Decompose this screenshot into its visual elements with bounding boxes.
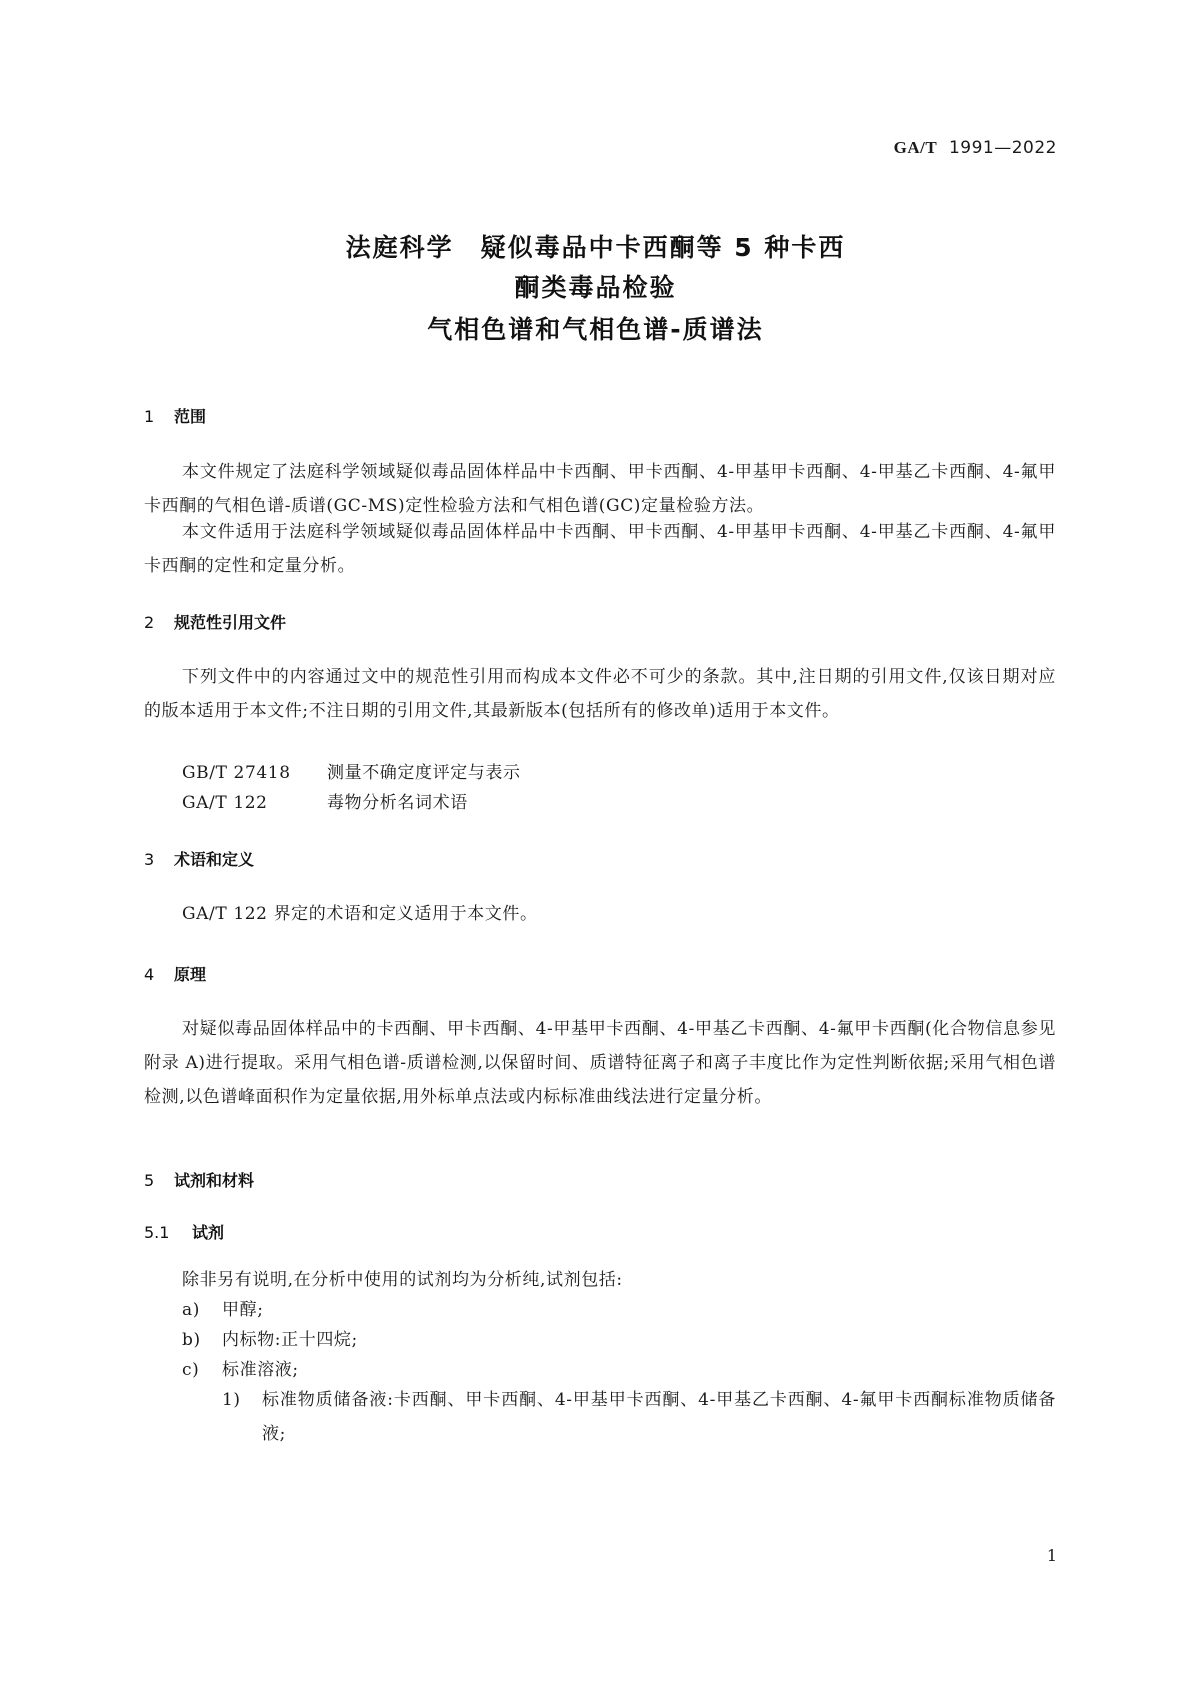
section-2-heading — [144, 610, 286, 633]
list-marker: 1) — [222, 1390, 241, 1410]
standard-code — [894, 138, 1057, 158]
list-item — [182, 1293, 264, 1327]
section-number: 2 — [144, 613, 155, 632]
standard-code-prefix: GA/T — [893, 138, 938, 157]
page-number: 1 — [1046, 1546, 1057, 1565]
section-title: 原理 — [174, 965, 207, 984]
list-marker: b) — [182, 1330, 201, 1350]
reference-title: 测量不确定度评定与表示 — [327, 763, 521, 783]
section-number: 4 — [144, 965, 155, 984]
reference-item — [182, 788, 468, 813]
section-title: 规范性引用文件 — [174, 613, 287, 632]
section-4-heading — [144, 962, 206, 985]
section-4-paragraph-1: 对疑似毒品固体样品中的卡西酮、甲卡西酮、4-甲基甲卡西酮、4-甲基乙卡西酮、4-氟甲卡西酮(化合物信息参见附录 A)进行提取。采用气相色谱-质谱检测,以保留时间、质谱特征离子和离子丰度比作为定性判断依据;采用气相色谱检测,以色谱峰面积作为定量依据,用外标单点法或内标标准曲线法进行定量分析。 — [144, 1019, 1056, 1107]
section-1-paragraph-2: 本文件适用于法庭科学领域疑似毒品固体样品中卡西酮、甲卡西酮、4-甲基甲卡西酮、4-甲基乙卡西酮、4-氟甲卡西酮的定性和定量分析。 — [144, 522, 1056, 576]
section-1-heading — [144, 404, 206, 427]
section-title: 术语和定义 — [174, 850, 255, 869]
section-5-1-heading — [144, 1220, 224, 1243]
section-title: 试剂和材料 — [174, 1171, 255, 1190]
reference-title: 毒物分析名词术语 — [327, 793, 468, 813]
list-marker: a) — [182, 1300, 200, 1320]
list-text: 标准溶液; — [222, 1360, 299, 1380]
reference-item — [182, 758, 521, 783]
reference-code: GB/T 27418 — [182, 763, 291, 783]
section-title: 试剂 — [192, 1223, 225, 1242]
reference-code: GA/T 122 — [182, 793, 268, 813]
section-2-paragraph-1: 下列文件中的内容通过文中的规范性引用而构成本文件必不可少的条款。其中,注日期的引用文件,仅该日期对应的版本适用于本文件;不注日期的引用文件,其最新版本(包括所有的修改单)适用于本文件。 — [144, 667, 1056, 721]
section-number: 5 — [144, 1171, 155, 1190]
section-number: 3 — [144, 850, 155, 869]
document-title-line-1: 法庭科学 疑似毒品中卡西酮等 5 种卡西 — [345, 233, 846, 262]
section-3-paragraph-1: GA/T 122 界定的术语和定义适用于本文件。 — [182, 904, 538, 924]
list-text: 内标物:正十四烷; — [222, 1330, 358, 1350]
document-title-line-2: 酮类毒品检验 — [514, 273, 677, 302]
section-5-1-intro: 除非另有说明,在分析中使用的试剂均为分析纯,试剂包括: — [182, 1270, 623, 1290]
section-5-heading — [144, 1168, 254, 1191]
list-marker: c) — [182, 1360, 200, 1380]
sub-list-item — [222, 1383, 1056, 1451]
list-text: 甲醇; — [222, 1300, 264, 1320]
section-title: 范围 — [174, 407, 207, 426]
section-number: 5.1 — [144, 1223, 170, 1242]
section-3-heading — [144, 847, 254, 870]
list-text: 标准物质储备液:卡西酮、甲卡西酮、4-甲基甲卡西酮、4-甲基乙卡西酮、4-氟甲卡西酮标准物质储备液; — [262, 1390, 1056, 1444]
document-title-line-3: 气相色谱和气相色谱-质谱法 — [427, 315, 764, 344]
list-item — [182, 1353, 299, 1387]
standard-code-number: 1991—2022 — [948, 138, 1057, 158]
section-1-paragraph-1: 本文件规定了法庭科学领域疑似毒品固体样品中卡西酮、甲卡西酮、4-甲基甲卡西酮、4-甲基乙卡西酮、4-氟甲卡西酮的气相色谱-质谱(GC-MS)定性检验方法和气相色谱(GC)定量检验方法。 — [144, 462, 1056, 516]
list-item — [182, 1323, 358, 1357]
section-number: 1 — [144, 407, 155, 426]
